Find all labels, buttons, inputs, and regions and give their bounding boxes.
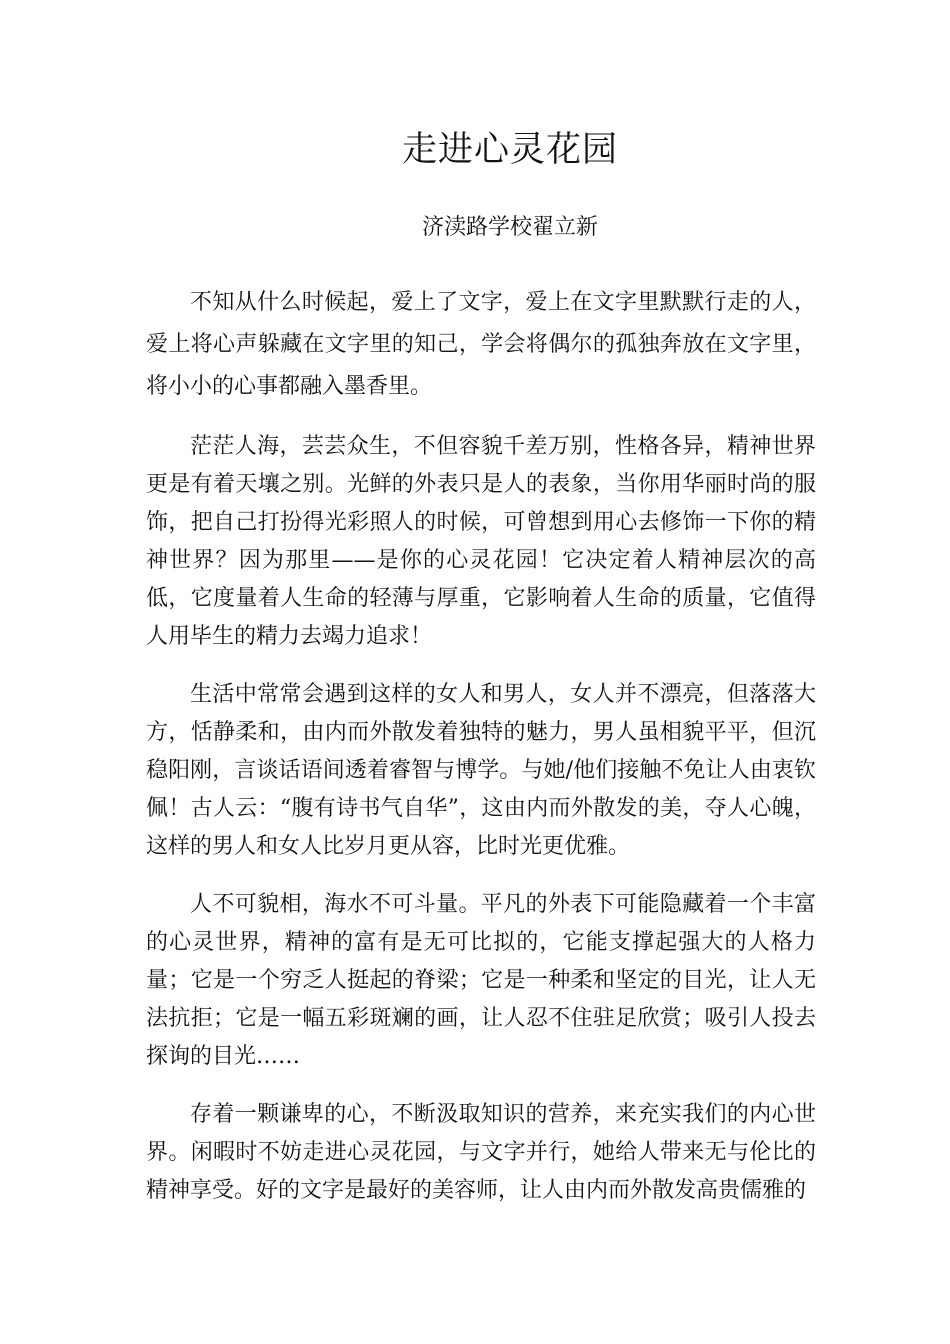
paragraph: 生活中常常会遇到这样的女人和男人，女人并不漂亮，但落落大方，恬静柔和，由内而外散发着独特的魅力，男人虽相貌平平，但沉稳阳刚，言谈话语间透着睿智与博学。与她/他们接触不免让人由衷钦佩！古人云：“腹有诗书气自华”，这由内而外散发的美，夺人心魄，这样的男人和女人比岁月更从容，比时光更优雅。 xyxy=(146,682,816,859)
paragraph: 存着一颗谦卑的心，不断汲取知识的营养，来充实我们的内心世界。闲暇时不妨走进心灵花园，与文字并行，她给人带来无与伦比的精神享受。好的文字是最好的美容师，让人由内而外散发高贵儒雅的 xyxy=(146,1102,816,1203)
paragraph: 不知从什么时候起，爱上了文字，爱上在文字里默默行走的人，爱上将心声躲藏在文字里的知己，学会将偶尔的孤独奔放在文字里，将小小的心事都融入墨香里。 xyxy=(146,290,816,399)
document-body xyxy=(146,282,816,1230)
paragraph: 人不可貌相，海水不可斗量。平凡的外表下可能隐藏着一个丰富的心灵世界，精神的富有是无可比拟的，它能支撑起强大的人格力量；它是一个穷乏人挺起的脊梁；它是一种柔和坚定的目光，让人无法抗拒；它是一幅五彩斑斓的画，让人忍不住驻足欣赏；吸引人投去探询的目光…… xyxy=(146,892,816,1069)
document-title: 走进心灵花园 xyxy=(401,130,618,170)
paragraph: 茫茫人海，芸芸众生，不但容貌千差万别，性格各异，精神世界更是有着天壤之别。光鲜的外表只是人的表象，当你用华丽时尚的服饰，把自己打扮得光彩照人的时候，可曾想到用心去修饰一下你的精神世界？因为那里——是你的心灵花园！它决定着人精神层次的高低，它度量着人生命的轻薄与厚重，它影响着人生命的质量，它值得人用毕生的精力去竭力追求！ xyxy=(146,434,816,649)
document-author: 济渎路学校翟立新 xyxy=(421,215,598,240)
